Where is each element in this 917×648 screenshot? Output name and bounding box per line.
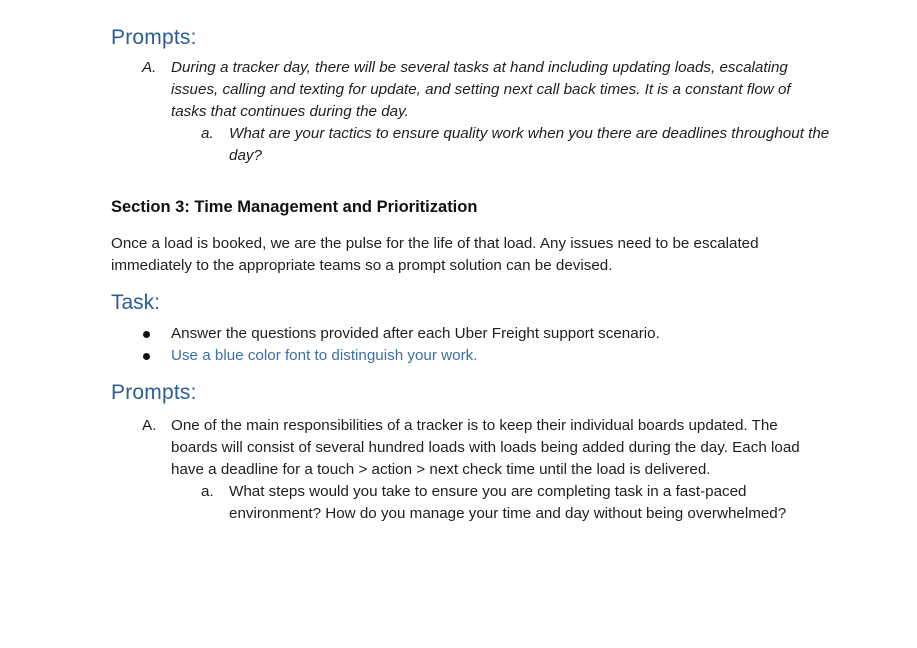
sub-a-1-line-2: day? xyxy=(229,147,262,164)
prompt-a-2-line-2: boards will consist of several hundred loads with loads being added during the day. Each load xyxy=(171,439,800,456)
section-3-intro-line-2: immediately to the appropriate teams so a prompt solution can be devised. xyxy=(111,257,613,274)
sub-a-2-line-1: What steps would you take to ensure you are completing task in a fast-paced xyxy=(229,483,747,500)
bullet-icon xyxy=(143,331,150,338)
prompt-a-2-line-1: One of the main responsibilities of a tracker is to keep their individual boards updated. The xyxy=(171,417,778,434)
prompts-heading-1: Prompts: xyxy=(111,26,197,49)
prompt-a-1-line-1: During a tracker day, there will be several tasks at hand including updating loads, escalating xyxy=(171,59,788,76)
prompt-marker-a-1: A. xyxy=(142,59,157,76)
sub-a-2-line-2: environment? How do you manage your time and day without being overwhelmed? xyxy=(229,505,787,522)
prompt-a-1-line-3: tasks that continues during the day. xyxy=(171,103,409,120)
task-heading: Task: xyxy=(111,291,161,314)
sub-marker-a-2: a. xyxy=(201,483,214,500)
task-bullet-1: Answer the questions provided after each Uber Freight support scenario. xyxy=(171,325,660,342)
prompt-a-1-line-2: issues, calling and texting for update, and setting next call back times. It is a constant flow of xyxy=(171,81,791,98)
task-bullet-2: Use a blue color font to distinguish your work. xyxy=(171,347,478,364)
section-3-heading: Section 3: Time Management and Prioritization xyxy=(111,198,478,216)
bullet-icon xyxy=(143,353,150,360)
prompt-a-2-line-3: have a deadline for a touch > action > next check time until the load is delivered. xyxy=(171,461,711,478)
sub-a-1-line-1: What are your tactics to ensure quality work when you there are deadlines throughout the xyxy=(229,125,830,142)
prompts-heading-2: Prompts: xyxy=(111,381,197,404)
section-3-intro-line-1: Once a load is booked, we are the pulse for the life of that load. Any issues need to be escalated xyxy=(111,235,759,252)
prompt-marker-a-2: A. xyxy=(142,417,157,434)
sub-marker-a-1: a. xyxy=(201,125,214,142)
